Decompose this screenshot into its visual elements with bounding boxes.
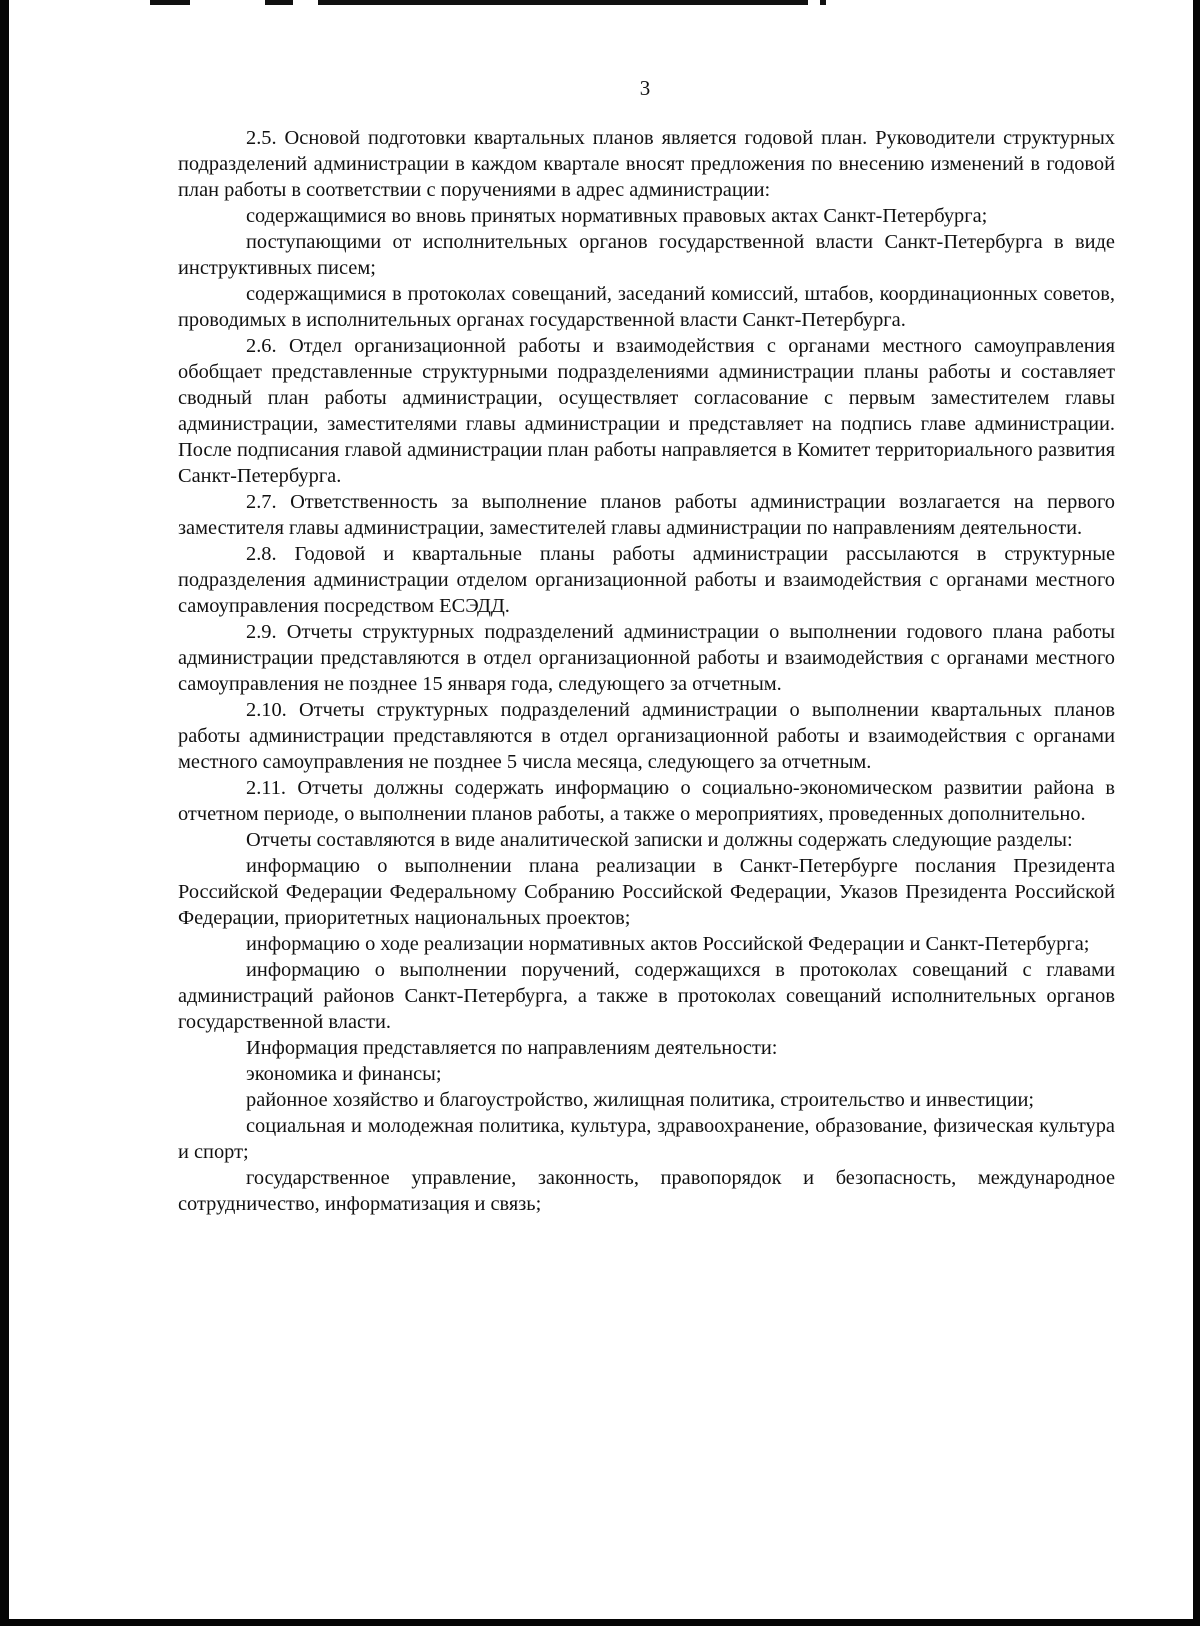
scan-border-bottom: [0, 1619, 1200, 1626]
paragraph: социальная и молодежная политика, культура, здравоохранение, образование, физическая культура и спорт;: [178, 1115, 1115, 1163]
document-body: [178, 125, 1115, 1217]
paragraph: содержащимися во вновь принятых нормативных правовых актах Санкт-Петербурга;: [246, 205, 988, 227]
paragraph: 2.6. Отдел организационной работы и взаимодействия с органами местного самоуправления обобщает представленные структурными подразделениями администрации планы работы и составляет сводный план работы администрации, осуществляет согласование с первым заместителем главы администрации, заместителями главы администрации и представляет на подпись главе администрации. После подписания главой администрации план работы направляется в Комитет территориального развития Санкт-Петербурга.: [178, 335, 1115, 487]
page-number: 3: [639, 76, 651, 100]
paragraph: экономика и финансы;: [246, 1063, 442, 1085]
paragraph: 2.7. Ответственность за выполнение планов работы администрации возлагается на первого заместителя главы администрации, заместителей главы администрации по направлениям деятельности.: [178, 491, 1115, 539]
paragraph: 2.11. Отчеты должны содержать информацию о социально-экономическом развитии района в отчетном периоде, о выполнении планов работы, а также о мероприятиях, проведенных дополнительно.: [178, 777, 1115, 825]
scan-artifact-top: [150, 0, 190, 5]
paragraph: информацию о выполнении плана реализации в Санкт-Петербурге послания Президента Российской Федерации Федеральному Собранию Российской Федерации, Указов Президента Российской Федерации, приоритетных национальных проектов;: [178, 855, 1115, 929]
paragraph: 2.5. Основой подготовки квартальных планов является годовой план. Руководители структурных подразделений администрации в каждом квартале вносят предложения по внесению изменений в годовой план работы в соответствии с поручениями в адрес администрации:: [178, 127, 1115, 201]
paragraph: содержащимися в протоколах совещаний, заседаний комиссий, штабов, координационных советов, проводимых в исполнительных органах государственной власти Санкт-Петербурга.: [178, 283, 1115, 331]
paragraph: 2.9. Отчеты структурных подразделений администрации о выполнении годового плана работы администрации представляются в отдел организационной работы и взаимодействия с органами местного самоуправления не позднее 15 января года, следующего за отчетным.: [178, 621, 1115, 695]
scan-artifact-top: [318, 0, 808, 5]
paragraph: информацию о выполнении поручений, содержащихся в протоколах совещаний с главами администраций районов Санкт-Петербурга, а также в протоколах совещаний исполнительных органов государственной власти.: [178, 959, 1115, 1033]
paragraph: государственное управление, законность, правопорядок и безопасность, международное сотрудничество, информатизация и связь;: [178, 1167, 1115, 1215]
paragraph: Информация представляется по направлениям деятельности:: [246, 1037, 778, 1059]
paragraph: Отчеты составляются в виде аналитической записки и должны содержать следующие разделы:: [246, 829, 1073, 851]
paragraph: 2.8. Годовой и квартальные планы работы администрации рассылаются в структурные подразделения администрации отделом организационной работы и взаимодействия с органами местного самоуправления посредством ЕСЭДД.: [178, 543, 1115, 617]
paragraph: поступающими от исполнительных органов государственной власти Санкт-Петербурга в виде инструктивных писем;: [178, 231, 1115, 279]
paragraph: 2.10. Отчеты структурных подразделений администрации о выполнении квартальных планов работы администрации представляются в отдел организационной работы и взаимодействия с органами местного самоуправления не позднее 5 числа месяца, следующего за отчетным.: [178, 699, 1115, 773]
scan-artifact-top: [265, 0, 293, 5]
scan-border-right: [1193, 0, 1200, 1626]
scan-border-left: [0, 0, 9, 1626]
paragraph: районное хозяйство и благоустройство, жилищная политика, строительство и инвестиции;: [246, 1089, 1035, 1111]
paragraph: информацию о ходе реализации нормативных актов Российской Федерации и Санкт-Петербурга;: [246, 933, 1090, 955]
scan-artifact-top: [820, 0, 826, 5]
